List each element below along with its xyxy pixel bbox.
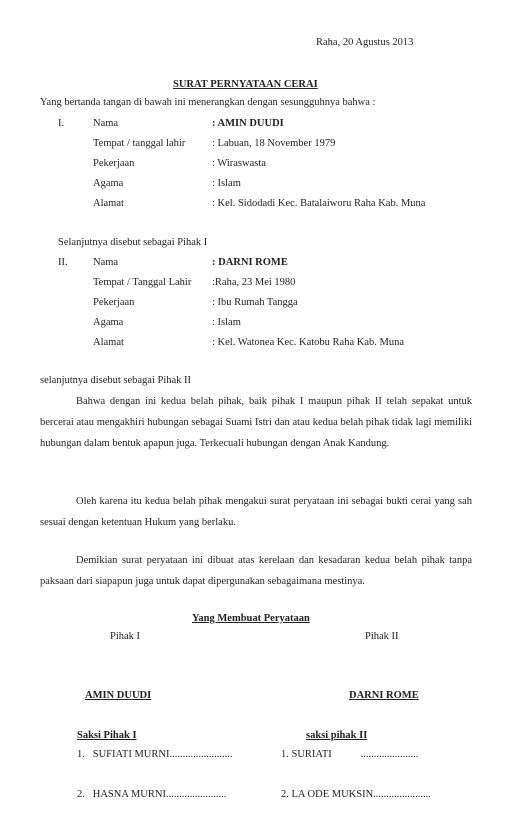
party2-label-job: Pekerjaan [93,297,135,308]
witness-right-2: 2. LA ODE MUKSIN...................... [281,789,431,800]
party1-label-job: Pekerjaan [93,158,135,169]
signature-left-label: Pihak I [110,631,141,642]
witness-right-heading: saksi pihak II [306,730,368,741]
party1-label-name: Nama [93,118,119,129]
witness-left-1: 1. SUFIATI MURNI........................ [77,749,233,760]
party1-value-name: : AMIN DUUDI [212,118,284,129]
party2-numeral: II. [58,257,68,268]
party1-value-religion: : Islam [212,178,241,189]
party1-value-address: : Kel. Sidodadi Kec. Batalaiworu Raha Kab. Muna [212,198,426,209]
closing-paragraph [40,550,472,592]
acknowledgement-text: Oleh karena itu kedua belah pihak mengakui surat peryataan ini sebagai bukti cerai yang sah sesuai dengan ketentuan Hukum yang berlaku. [40,496,472,528]
document-title: SURAT PERNYATAAN CERAI [173,79,318,90]
witness-left-heading: Saksi Pihak I [77,730,137,741]
acknowledgement-paragraph [40,491,472,533]
party2-label-name: Nama [93,257,119,268]
agreement-paragraph [40,391,472,454]
party1-label-address: Alamat [93,198,124,209]
party2-value-name: : DARNI ROME [212,257,288,268]
signature-left-name: AMIN DUUDI [85,690,152,701]
party2-label-birth: Tempat / Tanggal Lahir [93,277,192,288]
intro-text: Yang bertanda tangan di bawah ini menerangkan dengan sesungguhnya bahwa : [40,97,376,108]
place-date: Raha, 20 Agustus 2013 [316,37,414,48]
party1-value-birth: : Labuan, 18 November 1979 [212,138,336,149]
party2-designation: selanjutnya disebut sebagai Pihak II [40,375,192,386]
party1-label-birth: Tempat / tanggal lahir [93,138,186,149]
signature-right-label: Pihak II [365,631,399,642]
witness-right-1: 1. SURIATI ...................... [281,749,419,760]
party1-value-job: : Wiraswasta [212,158,266,169]
agreement-text: Bahwa dengan ini kedua belah pihak, baik pihak I maupun pihak II telah sepakat untuk bercerai atau mengakhiri hubungan sebagai Suami Istri dan atau kedua belah pihak tidak lagi memiliki hubungan dalam bentuk apapun juga. Terkecuali hubungan dengan Anak Kandung. [40,396,472,449]
party1-label-religion: Agama [93,178,124,189]
party2-value-job: : Ibu Rumah Tangga [212,297,298,308]
witness-left-2: 2. HASNA MURNI....................... [77,789,227,800]
party1-numeral: I. [58,118,65,129]
party2-value-address: : Kel. Watonea Kec. Katobu Raha Kab. Muna [212,337,404,348]
party2-label-address: Alamat [93,337,124,348]
party2-value-religion: : Islam [212,317,241,328]
closing-text: Demikian surat peryataan ini dibuat atas kerelaan dan kesadaran kedua belah pihak tanpa paksaan dari siapapun juga untuk dapat dipergunakan sebagaimana mestinya. [40,555,472,587]
party1-designation: Selanjutnya disebut sebagai Pihak I [58,237,208,248]
signature-right-name: DARNI ROME [349,690,419,701]
signature-heading: Yang Membuat Peryataan [192,613,310,624]
party2-value-birth: :Raha, 23 Mei 1980 [212,277,296,288]
party2-label-religion: Agama [93,317,124,328]
